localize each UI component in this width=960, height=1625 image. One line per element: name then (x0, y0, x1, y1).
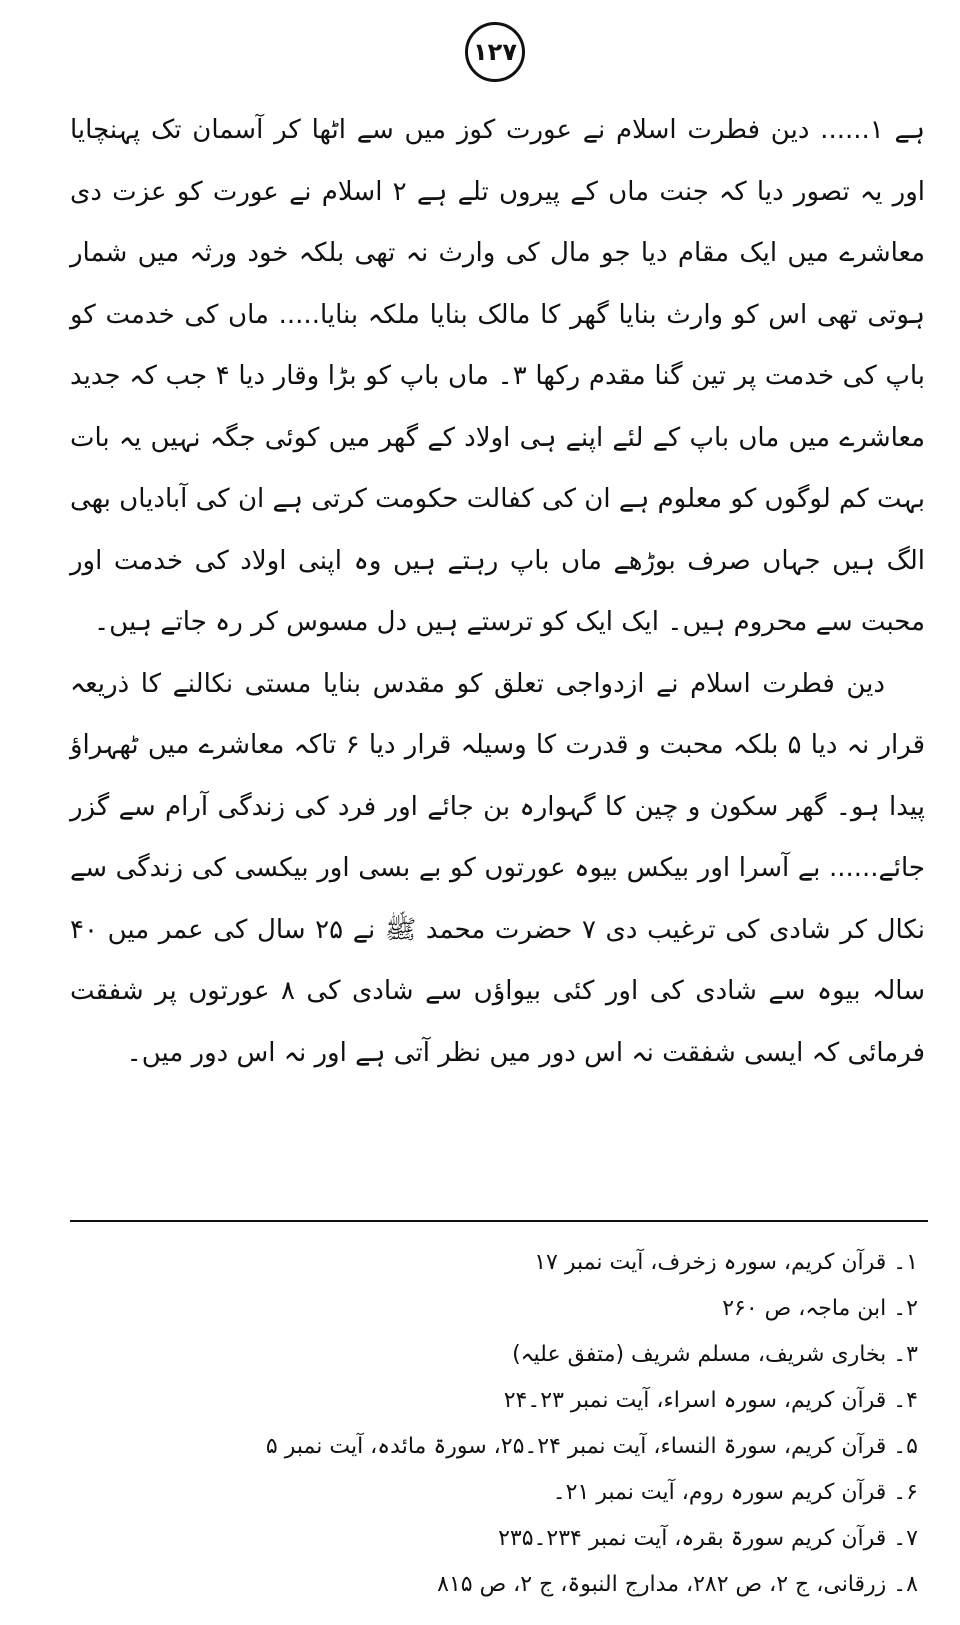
paragraph: دین فطرت اسلام نے ازدواجی تعلق کو مقدس بنایا مستی نکالنے کا ذریعہ قرار نہ دیا ۵ بلکہ محبت و قدرت کا وسیلہ قرار دیا ۶ تاکہ معاشرے میں ٹھہراؤ پیدا ہو۔ گھر سکون و چین کا گہوارہ بن جائے اور فرد کی زندگی آرام سے گزر جائے...... بے آسرا اور بیکس بیوہ عورتوں کو بے بسی اور بیکسی کی زندگی سے نکال کر شادی کی ترغیب دی ۷ حضرت محمد ﷺ نے ۲۵ سال کی عمر میں ۴۰ سالہ بیوہ سے شادی کی اور کئی بیواؤں سے شادی کی ۸ عورتوں پر شفقت فرمائی کہ ایسی شفقت نہ اس دور میں نظر آتی ہے اور نہ اس دور میں۔ (70, 668, 925, 1068)
paragraph: ہے ۱...... دین فطرت اسلام نے عورت کوز میں سے اٹھا کر آسمان تک پہنچایا اور یہ تصور دیا کہ جنت ماں کے پیروں تلے ہے ۲ اسلام نے عورت کو عزت دی معاشرے میں ایک مقام دیا جو مال کی وارث نہ تھی بلکہ خود ورثہ میں شمار ہوتی تھی اس کو وارث بنایا گھر کا مالک بنایا ملکہ بنایا..... ماں کی خدمت کو باپ کی خدمت پر تین گنا مقدم رکھا ۳۔ ماں باپ کو بڑا وقار دیا ۴ جب کہ جدید معاشرے میں ماں باپ کے لئے اپنے ہی اولاد کے گھر میں کوئی جگہ نہیں یہ بات بہت کم لوگوں کو معلوم ہے ان کی کفالت حکومت کرتی ہے ان کی آبادیاں بھی الگ ہیں جہاں صرف بوڑھے ماں باپ رہتے ہیں وہ اپنی اولاد کی خدمت اور محبت سے محروم ہیں۔ ایک ایک کو ترستے ہیں دل مسوس کر رہ جاتے ہیں۔ (70, 115, 925, 637)
page-number: ۱۲۷ (473, 38, 517, 66)
footnote-item: ۱۔ قرآن کریم، سورہ زخرف، آیت نمبر ۱۷ (534, 1250, 918, 1275)
footnote-item: ۲۔ ابن ماجہ، ص ۲۶۰ (722, 1296, 918, 1321)
page-number-badge (465, 22, 525, 82)
footnote-item: ۴۔ قرآن کریم، سورہ اسراء، آیت نمبر ۲۳۔۲۴ (503, 1388, 918, 1413)
footnote-item: ۷۔ قرآن کریم سورۃ بقرہ، آیت نمبر ۲۳۴۔۲۳۵ (498, 1526, 918, 1551)
footnote-item: ۵۔ قرآن کریم، سورۃ النساء، آیت نمبر ۲۴۔۲۵، سورۃ مائدہ، آیت نمبر ۵ (265, 1434, 918, 1459)
footnotes-list (70, 1240, 928, 1608)
body-text (70, 100, 925, 1084)
footnote-divider (70, 1220, 928, 1222)
footnote-item: ۸۔ زرقانی، ج ۲، ص ۲۸۲، مدارج النبوۃ، ج ۲، ص ۸۱۵ (437, 1572, 918, 1597)
footnote-item: ۳۔ بخاری شریف، مسلم شریف (متفق علیہ) (512, 1342, 918, 1367)
footnote-item: ۶۔ قرآن کریم سورہ روم، آیت نمبر ۲۱۔ (552, 1480, 918, 1505)
